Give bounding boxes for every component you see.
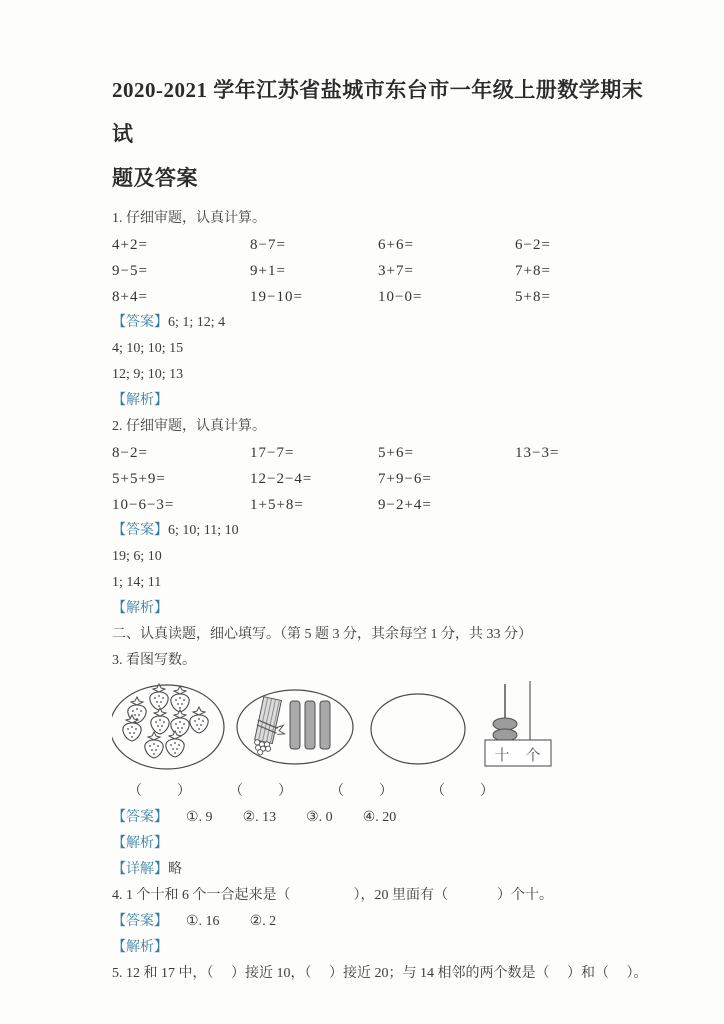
q1-answer-values-3: 12; 9; 10; 13 — [112, 367, 184, 382]
abacus-ones-label: 个 — [525, 748, 541, 764]
figures-illustration — [112, 679, 564, 773]
single-sticks — [290, 701, 330, 749]
math-expression: 6+6= — [378, 237, 414, 253]
answer-blank: （ ） — [431, 784, 494, 799]
analysis-label: 【解析】 — [112, 940, 168, 955]
math-expression: 7+8= — [515, 263, 551, 279]
detail-value: 略 — [168, 862, 182, 877]
question-2-expression-grid — [112, 440, 664, 518]
answer-blank: （ ） — [229, 784, 292, 799]
q2-answer-line — [112, 518, 664, 544]
abacus-figure — [485, 681, 551, 766]
math-expression — [515, 492, 664, 518]
math-expression: 6−2= — [515, 237, 551, 253]
q3-analysis-line — [112, 831, 664, 857]
abacus-tens-label: 十 — [494, 748, 510, 764]
q3-blank-parentheses-row — [112, 779, 664, 805]
question-4-text: 4. 1 个十和 6 个一合起来是（ ），20 里面有（ ）个十。 — [112, 888, 553, 903]
answer-label: 【答案】 — [112, 914, 168, 929]
q2-answer-values-2: 19; 6; 10 — [112, 549, 162, 564]
math-expression: 8−7= — [250, 237, 286, 253]
q2-analysis-line — [112, 596, 664, 622]
math-expression — [515, 466, 664, 492]
abacus-bead — [493, 729, 517, 741]
empty-oval-figure — [371, 694, 465, 764]
question-5-text: 5. 12 和 17 中，（ ）接近 10，（ ）接近 20；与 14 相邻的两个数是（ ）和（ ）。 — [112, 966, 648, 981]
analysis-label: 【解析】 — [112, 601, 168, 616]
title-line-2: 题及答案 — [112, 166, 198, 190]
math-expression: 9+1= — [250, 263, 286, 279]
q4-analysis-line — [112, 935, 664, 961]
detail-label: 【详解】 — [112, 862, 168, 877]
math-expression: 17−7= — [250, 445, 295, 461]
math-expression: 12−2−4= — [250, 471, 313, 487]
question-3-heading: 3. 看图写数。 — [112, 653, 196, 668]
q3-answer-item: ②. 13 — [242, 810, 277, 825]
question-2-heading: 2. 仔细审题，认真计算。 — [112, 419, 266, 434]
math-expression: 13−3= — [515, 445, 560, 461]
math-expression: 19−10= — [250, 289, 303, 305]
stick-bundle — [251, 697, 291, 759]
math-expression: 5+8= — [515, 289, 551, 305]
math-expression: 10−0= — [378, 289, 423, 305]
q1-answer-values-2: 4; 10; 10; 15 — [112, 341, 184, 356]
math-expression: 4+2= — [112, 237, 148, 253]
math-expression: 1+5+8= — [250, 497, 304, 513]
math-expression: 8−2= — [112, 445, 148, 461]
math-expression: 7+9−6= — [378, 471, 432, 487]
q2-answer-values-1: 6; 10; 11; 10 — [168, 523, 239, 538]
q3-detail-line — [112, 857, 664, 883]
math-expression: 9−5= — [112, 263, 148, 279]
question-1-heading: 1. 仔细审题，认真计算。 — [112, 211, 266, 226]
answer-label: 【答案】 — [112, 523, 168, 538]
answer-label: 【答案】 — [112, 810, 168, 825]
answer-label: 【答案】 — [112, 315, 168, 330]
q4-answer-item: ②. 2 — [249, 914, 277, 929]
q3-answer-line — [112, 805, 664, 831]
question-1-expression-grid — [112, 232, 664, 310]
abacus-bead — [493, 718, 517, 730]
math-expression: 3+7= — [378, 263, 414, 279]
strawberries-oval-figure — [112, 684, 224, 769]
part2-section-heading: 二、认真读题，细心填写。（第 5 题 3 分，其余每空 1 分，共 33 分） — [112, 627, 532, 642]
title-line-1: 2020-2021 学年江苏省盐城市东台市一年级上册数学期末试 — [112, 78, 644, 146]
answer-blank: （ ） — [330, 784, 393, 799]
document-title — [112, 68, 664, 200]
question-3-figures — [112, 679, 664, 778]
q1-analysis-line — [112, 388, 664, 414]
q1-answer-values-1: 6; 1; 12; 4 — [168, 315, 226, 330]
math-expression: 5+6= — [378, 445, 414, 461]
q2-answer-values-3: 1; 14; 11 — [112, 575, 162, 590]
q1-answer-line — [112, 310, 664, 336]
q3-answer-item: ④. 20 — [362, 810, 397, 825]
analysis-label: 【解析】 — [112, 393, 168, 408]
answer-blank: （ ） — [128, 784, 191, 799]
q4-answer-item: ①. 16 — [186, 914, 220, 929]
math-expression: 10−6−3= — [112, 497, 175, 513]
math-expression: 8+4= — [112, 289, 148, 305]
math-expression: 9−2+4= — [378, 497, 432, 513]
sticks-oval-figure — [237, 690, 353, 764]
analysis-label: 【解析】 — [112, 836, 168, 851]
q3-answer-item: ①. 9 — [186, 810, 213, 825]
q3-answer-item: ③. 0 — [306, 810, 333, 825]
math-expression: 5+5+9= — [112, 471, 166, 487]
q4-answer-line — [112, 909, 664, 935]
